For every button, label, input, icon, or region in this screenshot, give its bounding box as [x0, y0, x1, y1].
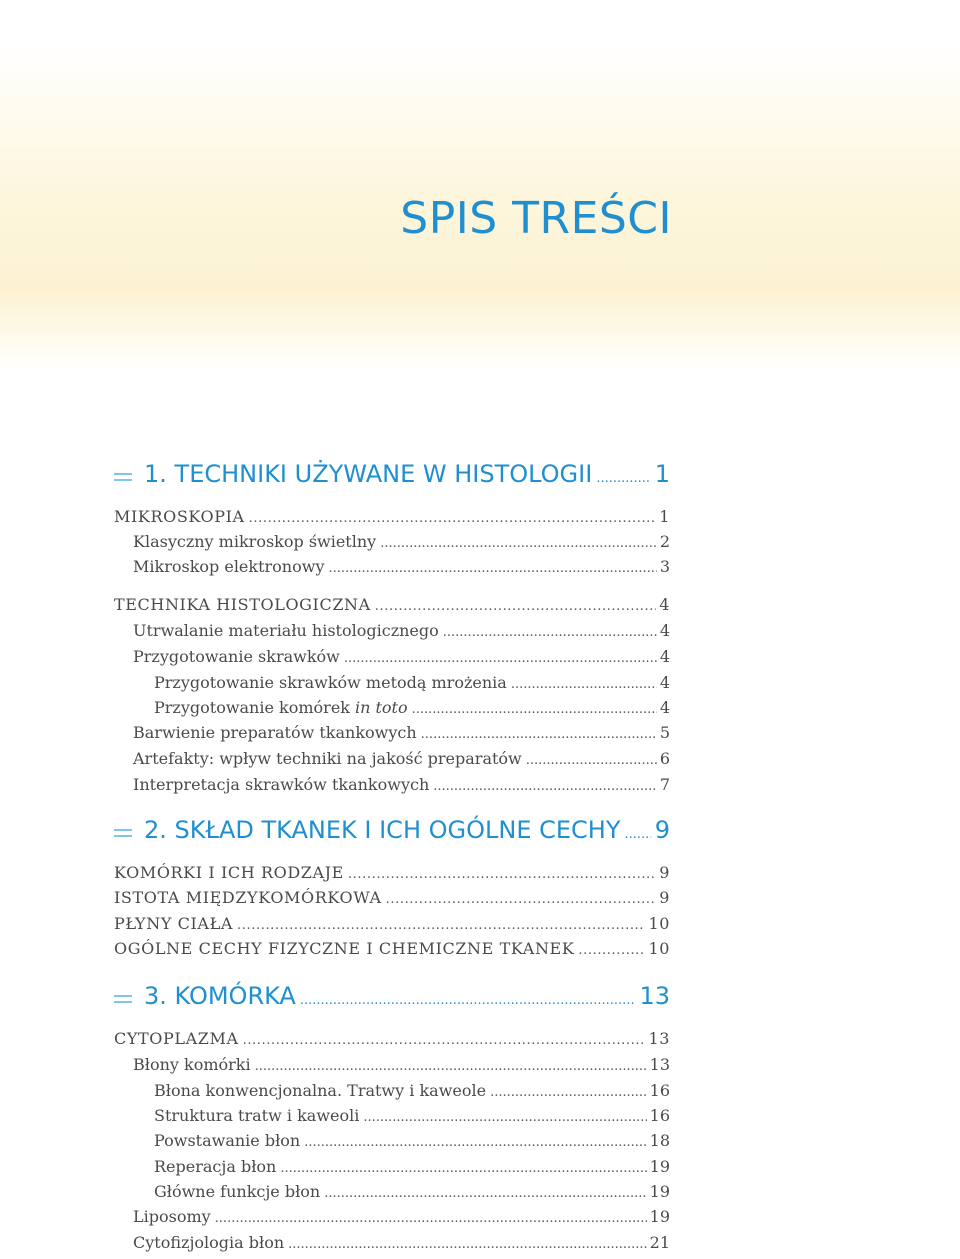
toc-entry[interactable]: [133, 1207, 670, 1229]
entry-label: MIKROSKOPIA: [114, 507, 245, 526]
dot-leader: [324, 1186, 646, 1201]
toc-entry[interactable]: [133, 749, 670, 771]
entry-page: 1: [659, 507, 670, 526]
toc-entry[interactable]: [154, 1106, 670, 1128]
dot-leader: [328, 561, 656, 576]
dot-leader: [237, 918, 645, 933]
toc-entry[interactable]: [114, 507, 670, 529]
dot-leader: [375, 599, 656, 614]
dot-leader: [578, 943, 645, 958]
toc-entry[interactable]: [133, 621, 670, 643]
dot-leader: [215, 1211, 647, 1226]
entry-page: 13: [648, 1029, 670, 1048]
dot-leader: [344, 651, 657, 666]
chapter-page: 1: [654, 460, 670, 488]
entry-label: CYTOPLAZMA: [114, 1029, 239, 1048]
chapter-3-heading[interactable]: [114, 982, 670, 1016]
entry-label: Błony komórki: [133, 1055, 251, 1074]
toc-entry[interactable]: [114, 1029, 670, 1051]
dot-leader: [526, 753, 657, 768]
entry-label: PŁYNY CIAŁA: [114, 914, 234, 933]
entry-page: 21: [649, 1233, 670, 1252]
entry-label: Przygotowanie skrawków: [133, 647, 340, 666]
dot-leader: [412, 702, 657, 717]
title-banner: [0, 0, 960, 370]
entry-page: 19: [649, 1157, 670, 1176]
chapter-bullet-icon: [114, 829, 132, 837]
dot-leader: [363, 1110, 646, 1125]
dot-leader: [625, 827, 651, 842]
entry-page: 7: [659, 775, 670, 794]
entry-label: Przygotowanie skrawków metodą mrożenia: [154, 673, 507, 692]
dot-leader: [511, 677, 657, 692]
toc-entry[interactable]: [133, 775, 670, 797]
dot-leader: [243, 1033, 646, 1048]
toc-entry[interactable]: [154, 1081, 670, 1103]
chapter-1-heading[interactable]: [114, 460, 670, 494]
toc-entry[interactable]: [154, 1157, 670, 1179]
toc-entry[interactable]: [114, 888, 670, 910]
toc-entry[interactable]: [114, 863, 670, 885]
chapter-title: 3. KOMÓRKA: [144, 982, 296, 1010]
page-title: SPIS TREŚCI: [400, 193, 672, 244]
entry-page: 9: [659, 863, 670, 882]
entry-page: 16: [649, 1106, 670, 1125]
entry-label: Klasyczny mikroskop świetlny: [133, 532, 377, 551]
entry-label: Reperacja błon: [154, 1157, 277, 1176]
dot-leader: [249, 511, 657, 526]
dot-leader: [380, 536, 657, 551]
toc-entry[interactable]: [133, 532, 670, 554]
entry-page: 18: [649, 1131, 670, 1150]
toc-entry[interactable]: [133, 647, 670, 669]
entry-label: Struktura tratw i kaweoli: [154, 1106, 360, 1125]
entry-label: Interpretacja skrawków tkankowych: [133, 775, 430, 794]
toc-entry[interactable]: [114, 939, 670, 961]
dot-leader: [348, 867, 656, 882]
entry-label: Przygotowanie komórek: [154, 698, 350, 717]
chapter-bullet-icon: [114, 473, 132, 481]
entry-page: 4: [659, 621, 670, 640]
entry-page: 3: [659, 557, 670, 576]
entry-page: 19: [649, 1207, 670, 1226]
entry-page: 10: [648, 939, 670, 958]
dot-leader: [596, 471, 650, 486]
entry-label: Barwienie preparatów tkankowych: [133, 723, 417, 742]
entry-page: 4: [659, 647, 670, 666]
toc-entry[interactable]: [114, 595, 670, 617]
entry-label: OGÓLNE CECHY FIZYCZNE I CHEMICZNE TKANEK: [114, 939, 575, 958]
entry-page: 10: [648, 914, 670, 933]
entry-label: Utrwalanie materiału histologicznego: [133, 621, 439, 640]
toc-entry[interactable]: [133, 1233, 670, 1255]
entry-label: Błona konwencjonalna. Tratwy i kaweole: [154, 1081, 487, 1100]
chapter-page: 9: [654, 816, 670, 844]
toc-entry[interactable]: [133, 723, 670, 745]
entry-page: 4: [659, 673, 670, 692]
entry-page: 4: [659, 698, 670, 717]
entry-page: 6: [659, 749, 670, 768]
entry-page: 5: [659, 723, 670, 742]
entry-page: 16: [649, 1081, 670, 1100]
dot-leader: [421, 727, 657, 742]
toc-entry[interactable]: [154, 673, 670, 695]
toc-entry[interactable]: [154, 698, 670, 720]
dot-leader: [304, 1135, 646, 1150]
entry-label: TECHNIKA HISTOLOGICZNA: [114, 595, 371, 614]
dot-leader: [490, 1085, 647, 1100]
entry-label: Cytofizjologia błon: [133, 1233, 285, 1252]
toc-entry[interactable]: [133, 557, 670, 579]
entry-page: 4: [659, 595, 670, 614]
dot-leader: [386, 892, 657, 907]
entry-label: KOMÓRKI I ICH RODZAJE: [114, 863, 344, 882]
toc-entry[interactable]: [133, 1055, 670, 1077]
entry-label-italic: in toto: [354, 698, 408, 717]
dot-leader: [280, 1161, 646, 1176]
chapter-2-heading[interactable]: [114, 816, 670, 850]
entry-page: 2: [659, 532, 670, 551]
chapter-title: 1. TECHNIKI UŻYWANE W HISTOLOGII: [144, 460, 593, 488]
chapter-bullet-icon: [114, 995, 132, 1003]
dot-leader: [443, 625, 657, 640]
chapter-page: 13: [639, 982, 670, 1010]
entry-label: Mikroskop elektronowy: [133, 557, 325, 576]
entry-label: Powstawanie błon: [154, 1131, 301, 1150]
toc-entry[interactable]: [154, 1182, 670, 1204]
entry-label: Główne funkcje błon: [154, 1182, 321, 1201]
entry-label: ISTOTA MIĘDZYKOMÓRKOWA: [114, 888, 382, 907]
entry-label: Liposomy: [133, 1207, 211, 1226]
dot-leader: [300, 993, 636, 1008]
chapter-title: 2. SKŁAD TKANEK I ICH OGÓLNE CECHY: [144, 816, 621, 844]
dot-leader: [433, 779, 657, 794]
entry-page: 13: [649, 1055, 670, 1074]
toc-entry[interactable]: [114, 914, 670, 936]
entry-label: Artefakty: wpływ techniki na jakość preparatów: [133, 749, 522, 768]
dot-leader: [255, 1059, 647, 1074]
entry-page: 19: [649, 1182, 670, 1201]
dot-leader: [288, 1237, 647, 1252]
entry-page: 9: [659, 888, 670, 907]
toc-entry[interactable]: [154, 1131, 670, 1153]
